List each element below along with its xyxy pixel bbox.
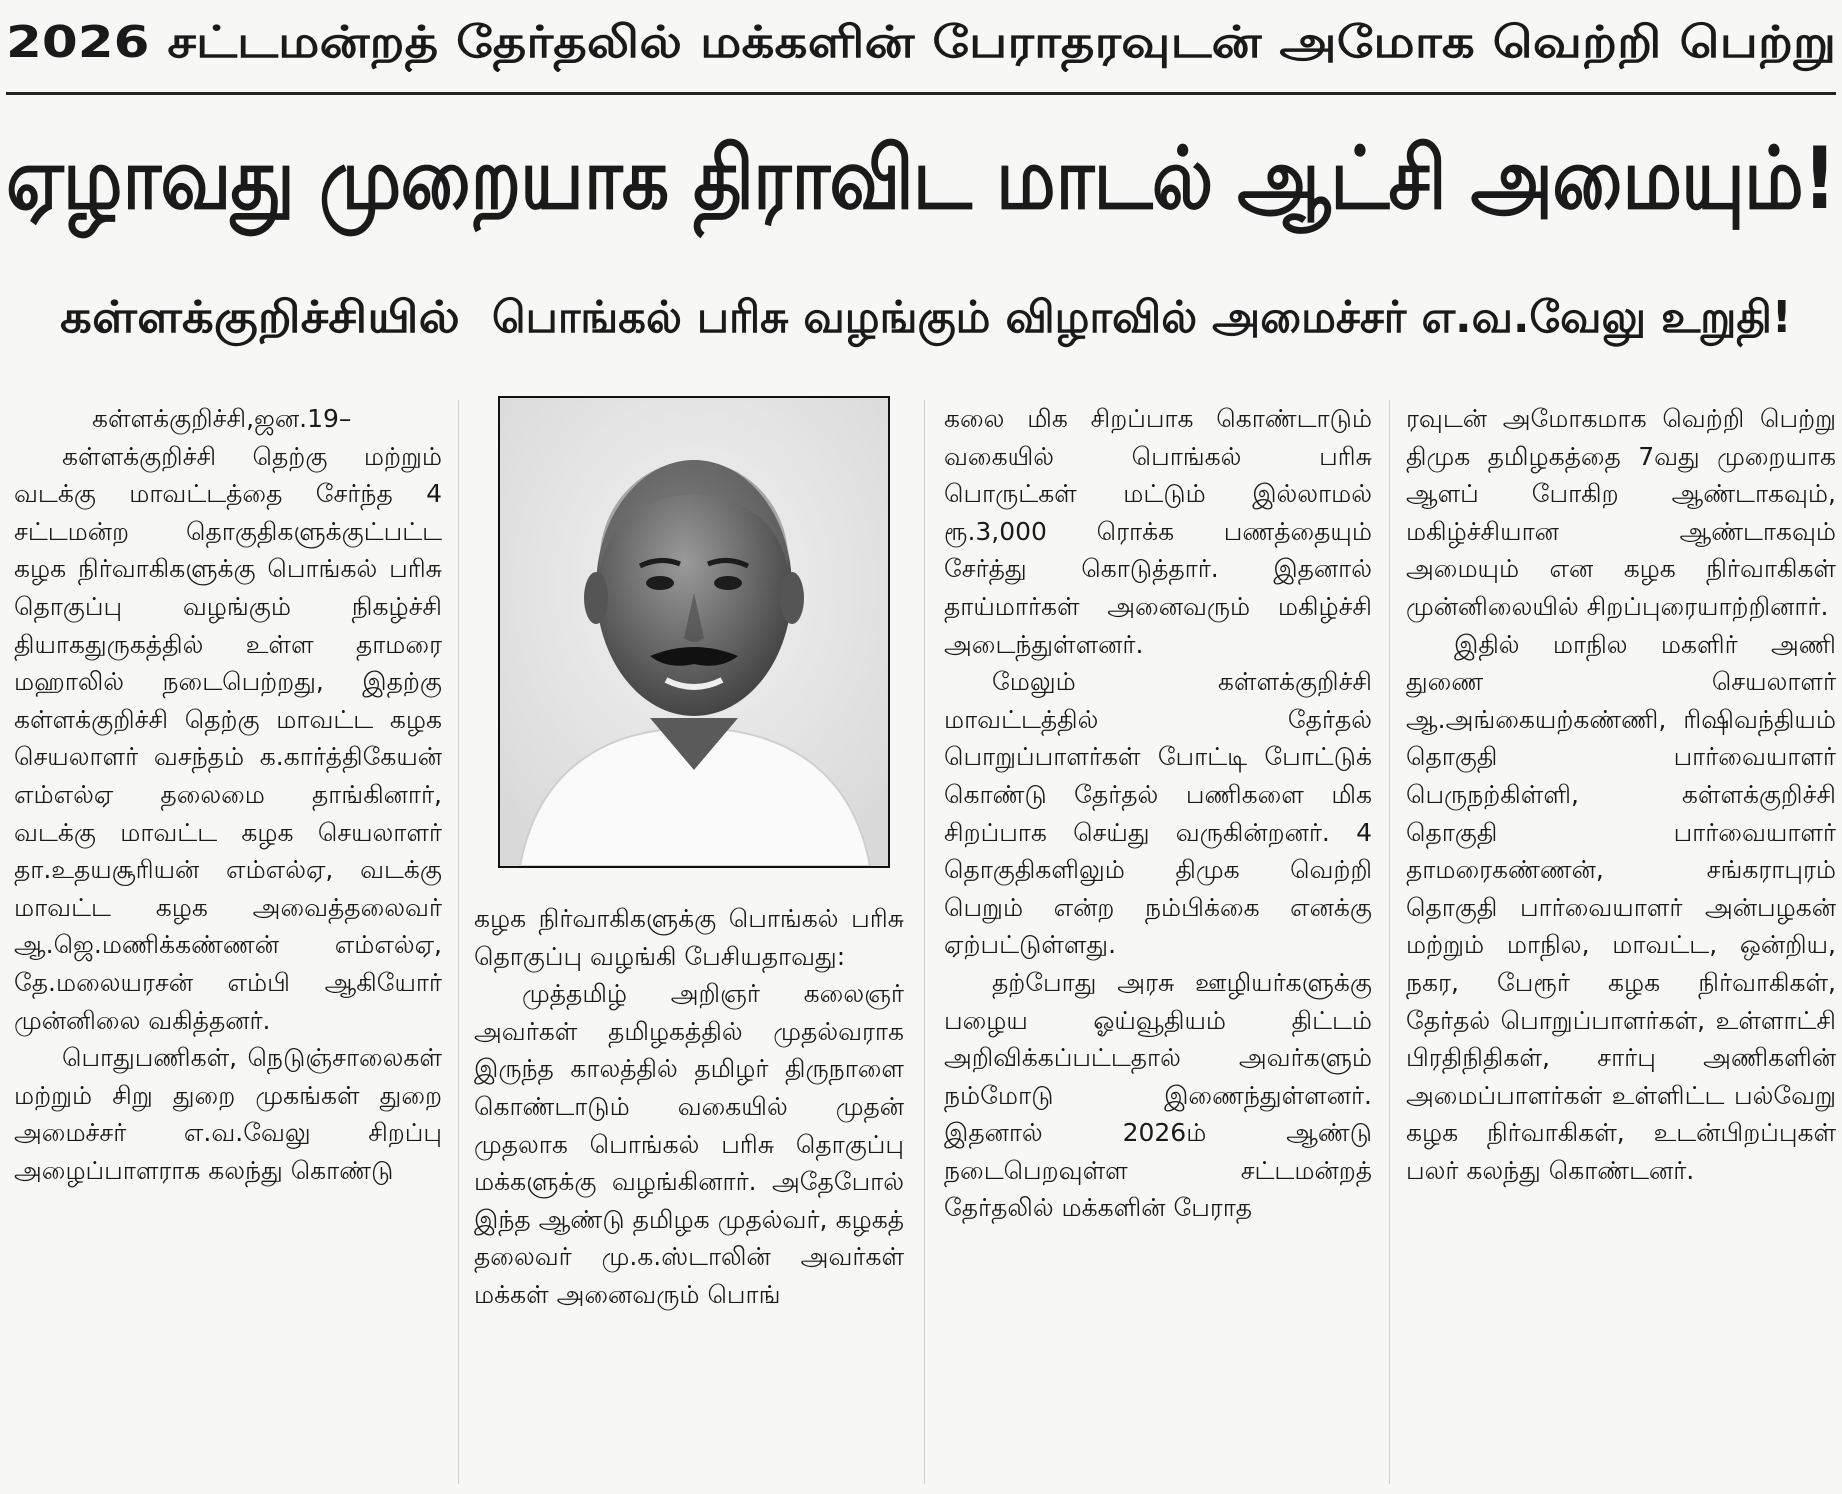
paragraph: கலை மிக சிறப்பாக கொண்டாடும் வகையில் பொங்கல் பரிசு பொருட்கள் மட்டும் இல்லாமல் ரூ.3,000 ரொக்க பணத்தையும் சேர்த்து கொடுத்தார். இதனால் தாய்மார்கள் அனைவரும் மகிழ்ச்சி அடைந்துள்ளனர். bbox=[944, 404, 1372, 659]
article-column-1 bbox=[14, 400, 442, 1484]
column-gutter bbox=[1389, 400, 1390, 1484]
subhead-summary: பொங்கல் பரிசு வழங்கும் விழாவில் அமைச்சர் எ.வ.வேலு உறுதி! bbox=[492, 292, 1792, 343]
article-column-4 bbox=[1406, 400, 1836, 1484]
paragraph: முத்தமிழ் அறிஞர் கலைஞர் அவர்கள் தமிழகத்தில் முதல்வராக இருந்த காலத்தில் தமிழர் திருநாளை கொண்டாடும் வகையில் முதன் முதலாக பொங்கல் பரிசு தொகுப்பு மக்களுக்கு வழங்கினார். அதேபோல் இந்த ஆண்டு தமிழக முதல்வர், கழகத் தலைவர் மு.க.ஸ்டாலின் அவர்கள் மக்கள் அனைவரும் பொங் bbox=[474, 979, 904, 1309]
article-column-2 bbox=[474, 900, 904, 1484]
paragraph: கழக நிர்வாகிகளுக்கு பொங்கல் பரிசு தொகுப்பு வழங்கி பேசியதாவது: bbox=[474, 904, 904, 971]
column-gutter bbox=[458, 400, 459, 1484]
article-column-3 bbox=[944, 400, 1372, 1484]
paragraph: தற்போது அரசு ஊழியர்களுக்கு பழைய ஓய்வூதியம் திட்டம் அறிவிக்கப்பட்டதால் அவர்களும் நம்மோடு இணைந்துள்ளனர். இதனால் 2026ம் ஆண்டு நடைபெறவுள்ள சட்டமன்றத் தேர்தலில் மக்களின் பேராத bbox=[944, 967, 1372, 1223]
paragraph: பொதுபணிகள், நெடுஞ்சாலைகள் மற்றும் சிறு துறை முகங்கள் துறை அமைச்சர் எ.வ.வேலு சிறப்பு அழைப்பாளராக கலந்து கொண்டு bbox=[14, 1043, 442, 1185]
paragraph: மேலும் கள்ளக்குறிச்சி மாவட்டத்தில் தேர்தல் பொறுப்பாளர்கள் போட்டி போட்டுக் கொண்டு தேர்தல் பணிகளை மிக சிறப்பாக செய்து வருகின்றனர். 4 தொகுதிகளிலும் திமுக வெற்றி பெறும் என்ற நம்பிக்கை எனக்கு ஏற்பட்டுள்ளது. bbox=[944, 667, 1372, 960]
paragraph: கள்ளக்குறிச்சி தெற்கு மற்றும் வடக்கு மாவட்டத்தை சேர்ந்த 4 சட்டமன்ற தொகுதிகளுக்குட்பட்ட கழக நிர்வாகிகளுக்கு பொங்கல் பரிசு தொகுப்பு வழங்கும் நிகழ்ச்சி தியாகதுருகத்தில் உள்ள தாமரை மஹாலில் நடைபெற்றது, இதற்கு கள்ளக்குறிச்சி தெற்கு மாவட்ட கழக செயலாளர் வசந்தம் க.கார்த்திகேயன் எம்எல்ஏ தலைமை தாங்கினார், வடக்கு மாவட்ட கழக செயலாளர் தா.உதயசூரியன் எம்எல்ஏ, வடக்கு மாவட்ட கழக அவைத்தலைவர் ஆ.ஜெ.மணிக்கண்ணன் எம்எல்ஏ, தே.மலையரசன் எம்பி ஆகியோர் முன்னிலை வகித்தனர். bbox=[14, 441, 442, 1035]
minister-photo bbox=[498, 396, 890, 868]
paragraph: இதில் மாநில மகளிர் அணி துணை செயலாளர் ஆ.அங்கையற்கண்ணி, ரிஷிவந்தியம் தொகுதி பார்வையாளர் பெருநற்கிள்ளி, கள்ளக்குறிச்சி தொகுதி பார்வையாளர் தாமரைகண்ணன், சங்கராபுரம் தொகுதி பார்வையாளர் அன்பழகன் மற்றும் மாநில, மாவட்ட, ஒன்றிய, நகர, பேரூர் கழக நிர்வாகிகள், தேர்தல் பொறுப்பாளர்கள், உள்ளாட்சி பிரதிநிதிகள், சார்பு அணிகளின் அமைப்பாளர்கள் உள்ளிட்ட பல்வேறு கழக நிர்வாகிகள், உடன்பிறப்புகள் பலர் கலந்து கொண்டனர். bbox=[1406, 629, 1836, 1185]
dateline: கள்ளக்குறிச்சி,ஜன.19– bbox=[92, 404, 352, 433]
paragraph: ரவுடன் அமோகமாக வெற்றி பெற்று திமுக தமிழகத்தை 7வது முறையாக ஆளப் போகிற ஆண்டாகவும், மகிழ்ச்சியான ஆண்டாகவும் அமையும் என கழக நிர்வாகிகள் முன்னிலையில் சிறப்புரையாற்றினார். bbox=[1406, 404, 1836, 621]
column-gutter bbox=[924, 400, 925, 1484]
headline-rule bbox=[6, 92, 1836, 95]
main-headline: ஏழாவது முறையாக திராவிட மாடல் ஆட்சி அமையும்! bbox=[6, 129, 1836, 229]
subhead-location: கள்ளக்குறிச்சியில் bbox=[60, 292, 460, 343]
kicker-headline: 2026 சட்டமன்றத் தேர்தலில் மக்களின் பேராதரவுடன் அமோக வெற்றி பெற்று bbox=[6, 17, 1836, 68]
portrait-image bbox=[500, 398, 888, 866]
